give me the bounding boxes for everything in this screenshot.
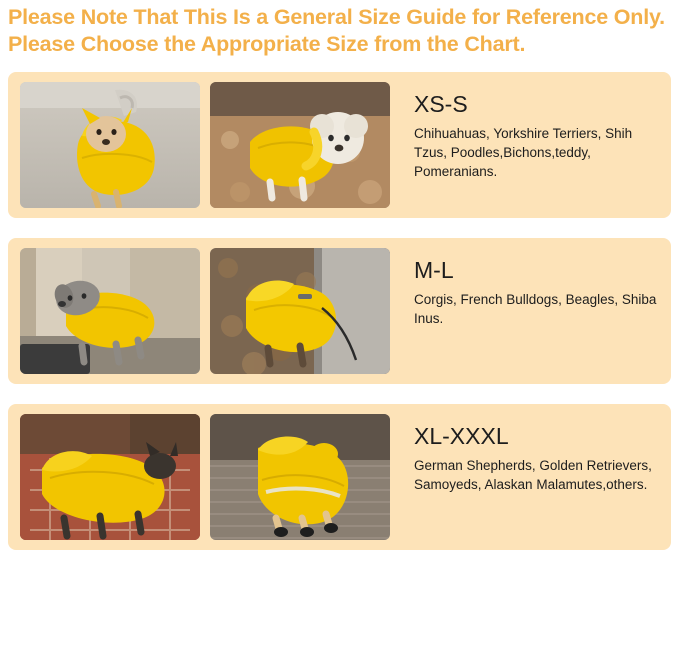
size-info	[400, 414, 659, 495]
size-row	[8, 238, 671, 384]
breed-list: Corgis, French Bulldogs, Beagles, Shiba Inus.	[414, 292, 657, 327]
page-title: Please Note That This Is a General Size Guide for Reference Only. Please Choose the Appropriate Size from the Chart.	[8, 5, 665, 56]
size-row	[8, 72, 671, 218]
size-row	[8, 404, 671, 550]
size-info	[400, 248, 659, 329]
photo-m-l-left	[20, 248, 200, 374]
size-label: M-L	[414, 256, 454, 283]
photo-xl-xxxl-left	[20, 414, 200, 540]
photo-xs-s-left	[20, 82, 200, 208]
size-label: XS-S	[414, 90, 468, 117]
size-info	[400, 82, 659, 182]
size-rows	[0, 72, 679, 550]
photo-m-l-right	[210, 248, 390, 374]
size-label: XL-XXXL	[414, 422, 509, 449]
breed-list: Chihuahuas, Yorkshire Terriers, Shih Tzus, Poodles,Bichons,teddy, Pomeranians.	[414, 126, 633, 180]
photo-xs-s-right	[210, 82, 390, 208]
breed-list: German Shepherds, Golden Retrievers, Samoyeds, Alaskan Malamutes,others.	[414, 458, 652, 493]
photo-xl-xxxl-right	[210, 414, 390, 540]
